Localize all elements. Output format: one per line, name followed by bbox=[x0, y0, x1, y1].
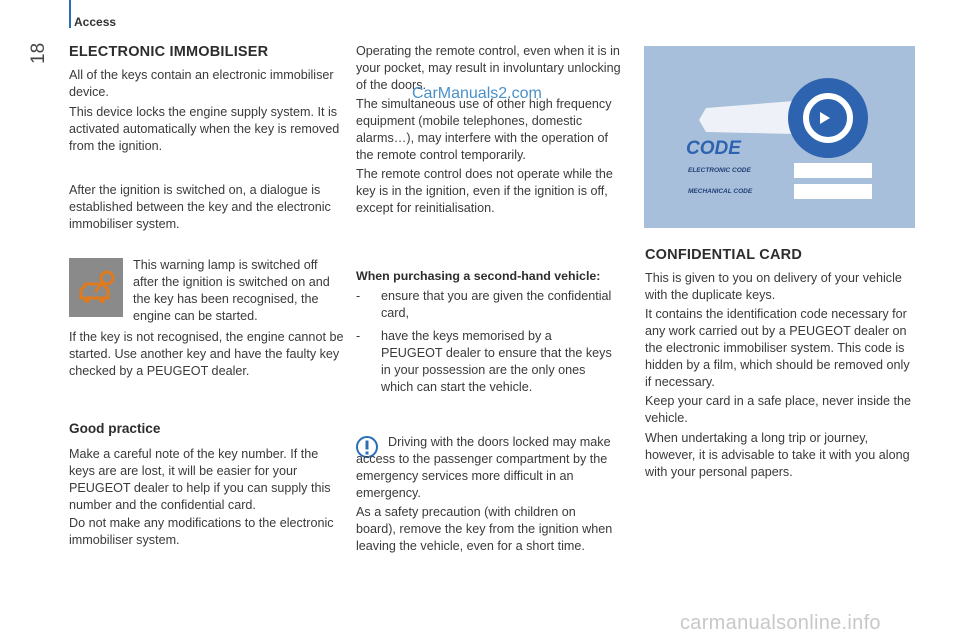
remote-para-2: The simultaneous use of other high frequency equipment (mobile telephones, domestic alarms…), may interfere with the operation of the remote control temporarily. bbox=[356, 97, 612, 162]
list-item: - have the keys memorised by a PEUGEOT dealer to ensure that the keys in your possession are the only ones which can start the vehicle. bbox=[356, 329, 612, 394]
page-number: 18 bbox=[28, 42, 49, 64]
good-practice-para-1: Make a careful note of the key number. If the keys are are lost, it will be easier for your PEUGEOT dealer to help if you can supply this number and the confidential card. bbox=[69, 447, 331, 512]
good-practice-heading: Good practice bbox=[69, 421, 161, 436]
doors-locked-warning: Driving with the doors locked may make access to the passenger compartment by the emergency services more difficult in an emergency. bbox=[356, 435, 611, 500]
immobiliser-para-1: All of the keys contain an electronic immobiliser device. bbox=[69, 68, 334, 99]
immobiliser-heading: ELECTRONIC IMMOBILISER bbox=[69, 44, 269, 60]
second-hand-list bbox=[356, 288, 616, 402]
second-hand-heading: When purchasing a second-hand vehicle: bbox=[356, 269, 601, 283]
immobiliser-warning-lamp-icon bbox=[69, 258, 123, 317]
card-code-label: CODE bbox=[686, 138, 741, 159]
immobiliser-para-4: If the key is not recognised, the engine cannot be started. Use another key and have the faulty key checked by a PEUGEOT dealer. bbox=[69, 330, 344, 378]
card-para-4: When undertaking a long trip or journey, however, it is advisable to take it with you along with your personal papers. bbox=[645, 431, 910, 479]
remote-para-1: Operating the remote control, even when it is in your pocket, may result in involuntary unlocking of the doors. bbox=[356, 44, 621, 92]
card-electronic-code-label: ELECTRONIC CODE bbox=[688, 167, 751, 174]
card-mechanical-code-label: MECHANICAL CODE bbox=[688, 188, 753, 195]
watermark-carmanuals2: CarManuals2.com bbox=[412, 85, 542, 102]
confidential-card-heading: CONFIDENTIAL CARD bbox=[645, 247, 802, 263]
safety-precaution-para: As a safety precaution (with children on board), remove the key from the ignition when leaving the vehicle, even for a short time. bbox=[356, 505, 613, 553]
warning-lamp-text: This warning lamp is switched off after the ignition is switched on and the key has been recognised, the engine can be started. bbox=[133, 258, 330, 323]
card-para-1: This is given to you on delivery of your vehicle with the duplicate keys. bbox=[645, 271, 902, 302]
remote-para-3: The remote control does not operate while the key is in the ignition, even if the ignition is off, except for reinitialisation. bbox=[356, 167, 613, 215]
card-para-2: It contains the identification code necessary for any work carried out by a PEUGEOT dealer on the electronic immobiliser system. This code is hidden by a film, which should be removed only if necessary. bbox=[645, 307, 910, 389]
confidential-card-image bbox=[644, 46, 915, 228]
header-accent-bar bbox=[69, 0, 71, 28]
immobiliser-para-2: This device locks the engine supply system. It is activated automatically when the key is removed from the ignition. bbox=[69, 105, 340, 153]
watermark-carmanualsonline: carmanualsonline.info bbox=[680, 612, 881, 634]
immobiliser-para-3: After the ignition is switched on, a dialogue is established between the key and the electronic immobiliser system. bbox=[69, 183, 331, 231]
card-para-3: Keep your card in a safe place, never inside the vehicle. bbox=[645, 394, 912, 425]
list-item: - ensure that you are given the confidential card, bbox=[356, 289, 612, 320]
good-practice-para-2: Do not make any modifications to the electronic immobiliser system. bbox=[69, 516, 334, 547]
section-title: Access bbox=[74, 15, 117, 29]
